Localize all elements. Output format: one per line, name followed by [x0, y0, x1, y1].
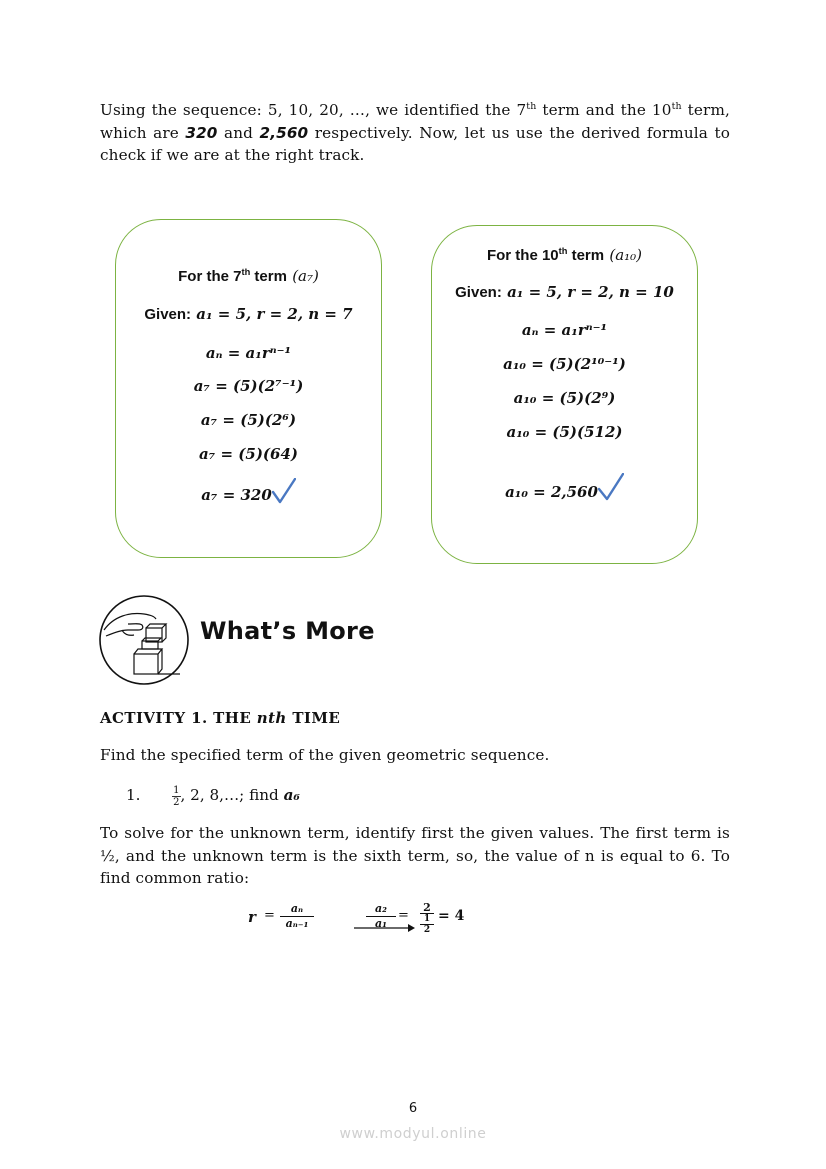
value-320: 320 [185, 123, 218, 142]
box10-result: a₁₀ = 2,560 [432, 473, 697, 501]
box10-given: Given: a₁ = 5, r = 2, n = 10 [455, 283, 674, 301]
arrow-right-icon [354, 923, 416, 933]
checkmark-icon [272, 478, 296, 504]
box7-formula-power: a₇ = (5)(2⁶) [200, 411, 297, 429]
box10-formula-sub: a₁₀ = (5)(2¹⁰⁻¹) [503, 355, 626, 373]
value-2560: 2,560 [259, 123, 309, 142]
box10-formula-general: aₙ = a₁rⁿ⁻¹ [521, 321, 608, 339]
ratio-formula: r = aₙ aₙ₋₁ a₂ a₁ = 2 1 2 = 4 [248, 901, 465, 935]
box7-result: a₇ = 320 [116, 478, 381, 504]
item-fraction: $\frac{1}{2}$ [173, 784, 180, 808]
section-title: What’s More [200, 617, 375, 645]
hand-blocks-icon [98, 594, 190, 686]
box7-formula-product: a₇ = (5)(64) [198, 445, 298, 463]
problem-item: 1. $\frac{1}{2}$ , 2, 8,…; find a₆ [126, 784, 301, 808]
checkmark-icon [598, 473, 624, 501]
footer-watermark: www.modyul.online [339, 1126, 487, 1142]
box7-title: For the 7th term (a₇) [178, 267, 319, 285]
box7-formula-general: aₙ = a₁rⁿ⁻¹ [205, 344, 292, 362]
page-number: 6 [408, 1101, 418, 1116]
box10-formula-product: a₁₀ = (5)(512) [506, 423, 623, 441]
explanation-paragraph: To solve for the unknown term, identify first the given values. The first term is ½, and the unknown term is the sixth term, so, the value of n is equal to 6. To find common ratio: [100, 824, 730, 887]
activity-heading: ACTIVITY 1. THE nth TIME [100, 709, 341, 727]
box10-formula-power: a₁₀ = (5)(2⁹) [513, 389, 616, 407]
activity-instruction: Find the specified term of the given geometric sequence. [100, 746, 550, 764]
box7-given: Given: a₁ = 5, r = 2, n = 7 [144, 305, 353, 323]
intro-paragraph: Using the sequence: 5, 10, 20, …, we identified the 7th term and the 10th term, which are 320 and 2,560 respectively. Now, let us use the derived formula to check if we are at the right track. [100, 100, 731, 164]
box-7th-term [115, 219, 382, 558]
box10-title: For the 10th term (a₁₀) [486, 246, 643, 264]
box-10th-term [431, 225, 698, 564]
box7-formula-sub: a₇ = (5)(2⁷⁻¹) [193, 377, 304, 395]
